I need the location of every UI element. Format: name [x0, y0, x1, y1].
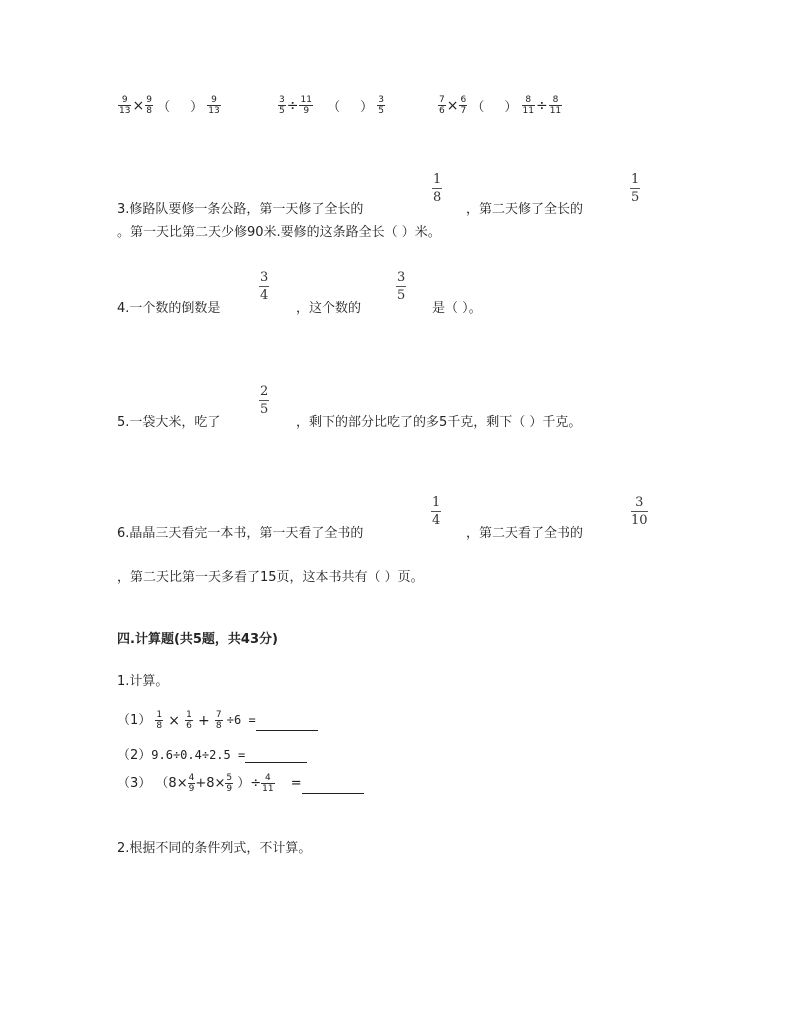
q6-fraction-2: 3 10 [631, 495, 648, 528]
q4-fraction-2: 3 5 [397, 270, 406, 303]
q5-text-1: 5.一袋大米，吃了 [117, 415, 221, 430]
fraction: $\frac{7}{6}$ [439, 95, 445, 116]
fraction: $\frac{6}{7}$ [460, 95, 467, 116]
q3-text-line1: 3.修路队要修一条公路，第一天修了全长的 [117, 202, 364, 217]
fraction: $\frac{9}{8}$ [146, 95, 152, 116]
q6-fraction-1: 1 4 [432, 495, 441, 528]
answer-blank[interactable]: （ ） [327, 100, 374, 115]
calc-line-3: （3） （8× $\frac{4}{9}$ +8× $\frac{5}{9}$ ）÷ $\frac{4}{11}$ = [117, 772, 364, 794]
q4-text-1: 4.一个数的倒数是 [117, 301, 221, 316]
calc-line-1: （1） $\frac{1}{8}$ × $\frac{1}{6}$ + $\frac{7}{8}$ ÷6 = [117, 709, 318, 731]
answer-line[interactable] [302, 779, 364, 794]
q3-fraction-1: 1 8 [433, 172, 442, 205]
fraction: $\frac{9}{13}$ [208, 95, 220, 116]
answer-line[interactable] [245, 748, 307, 763]
q6-text-1: 6.晶晶三天看完一本书，第一天看了全书的 [117, 526, 364, 541]
q5-text-2: ，剩下的部分比吃了的多5千克，剩下（ ）千克。 [296, 415, 582, 430]
q6-text-2: ，第二天看了全书的 [466, 526, 584, 541]
answer-blank[interactable]: （ ） [157, 100, 204, 115]
compare-item-a: $\frac{9}{13}$ × $\frac{9}{8}$ （ ） $\frac{9}{13}$ [119, 95, 220, 116]
q4-text-2: ，这个数的 [296, 301, 362, 316]
fraction: $\frac{1}{8}$ [156, 710, 163, 731]
calc-question-title: 1.计算。 [117, 674, 169, 689]
fraction: $\frac{8}{11}$ [522, 95, 534, 116]
fraction: $\frac{3}{5}$ [378, 95, 384, 116]
fraction: $\frac{3}{5}$ [279, 95, 285, 116]
q3-fraction-2: 1 5 [631, 172, 640, 205]
fraction: $\frac{4}{11}$ [262, 773, 274, 794]
q3-text-line2: 。第一天比第二天少修90米.要修的这条路全长（ ）米。 [117, 225, 441, 240]
q6-text-3: ，第二天比第一天多看了15页，这本书共有（ ）页。 [117, 570, 424, 585]
answer-blank[interactable]: （ ） [471, 100, 518, 115]
fraction: $\frac{4}{9}$ [188, 773, 195, 794]
calc-line-2: （2）9.6÷0.4÷2.5 = [117, 744, 307, 763]
compare-item-c: $\frac{7}{6}$ × $\frac{6}{7}$ （ ） $\frac{8}{11}$ ÷ $\frac{8}{11}$ [439, 95, 562, 116]
fraction: $\frac{11}{9}$ [300, 95, 312, 116]
section-heading: 四.计算题(共5题，共43分) [117, 632, 278, 647]
compare-item-b: $\frac{3}{5}$ ÷ $\frac{11}{9}$ （ ） $\frac{3}{5}$ [279, 95, 384, 116]
answer-line[interactable] [256, 716, 318, 731]
fraction: $\frac{5}{9}$ [226, 773, 233, 794]
q3-text-line1b: ，第二天修了全长的 [466, 202, 584, 217]
q4-fraction-1: 3 4 [260, 270, 269, 303]
condition-question-title: 2.根据不同的条件列式，不计算。 [117, 841, 312, 856]
q4-text-3: 是（ ）。 [432, 301, 482, 316]
fraction: $\frac{9}{13}$ [119, 95, 131, 116]
fraction: $\frac{1}{6}$ [186, 710, 192, 731]
fraction: $\frac{7}{8}$ [215, 710, 222, 731]
q5-fraction-1: 2 5 [260, 384, 269, 417]
fraction: $\frac{8}{11}$ [549, 95, 562, 116]
